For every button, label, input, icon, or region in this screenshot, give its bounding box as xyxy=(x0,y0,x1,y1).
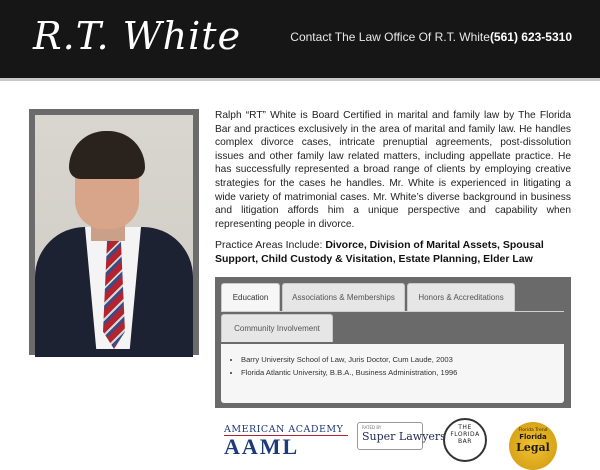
super-lawyers-badge[interactable] xyxy=(357,422,446,450)
tabs-container xyxy=(215,277,571,408)
florida-trend-badge-mid: Florida xyxy=(519,433,547,441)
super-lawyers-rated-by: RATED BY xyxy=(362,425,382,430)
florida-bar-seal-text: THE FLORIDA BAR xyxy=(450,424,480,445)
education-list xyxy=(231,353,554,379)
site-header xyxy=(0,0,600,78)
tab-education[interactable]: Education xyxy=(221,283,280,311)
attorney-photo-frame xyxy=(29,109,199,355)
florida-trend-legal-elite-badge[interactable] xyxy=(509,422,557,470)
tab-community-involvement[interactable]: Community Involvement xyxy=(221,314,333,342)
attorney-photo xyxy=(35,115,193,349)
tab-honors-accreditations[interactable]: Honors & Accreditations xyxy=(407,283,515,311)
practice-areas-list: Divorce, Division of Marital Assets, Spousal Support, Child Custody & Visitation, Estate Planning, Elder Law xyxy=(215,239,544,265)
education-item: • Barry University School of Law, Juris Doctor, Cum Laude, 2003 xyxy=(241,353,554,366)
contact-info xyxy=(290,30,572,44)
phone-link[interactable]: (561) 623-5310 xyxy=(489,30,572,44)
aaml-badge-title: AMERICAN ACADEMY xyxy=(224,424,348,436)
practice-areas xyxy=(215,238,571,266)
aaml-badge-acronym: AAML xyxy=(224,434,300,459)
tab-panel-education xyxy=(221,344,564,403)
tabs-divider xyxy=(221,311,564,312)
header-divider xyxy=(0,78,600,81)
aaml-badge[interactable] xyxy=(224,424,348,459)
super-lawyers-name: Super Lawyers xyxy=(362,430,446,443)
florida-trend-badge-big: Legal xyxy=(516,441,550,454)
tab-associations-memberships[interactable]: Associations & Memberships xyxy=(282,283,405,311)
practice-areas-label: Practice Areas Include: xyxy=(215,239,326,251)
florida-trend-badge-top: Florida Trend xyxy=(518,428,548,433)
florida-bar-seal[interactable] xyxy=(443,418,487,462)
site-logo[interactable]: R.T. White xyxy=(33,14,242,58)
contact-label: Contact The Law Office Of R.T. White xyxy=(290,30,490,44)
photo-hair xyxy=(69,131,145,179)
bio-paragraph: Ralph “RT” White is Board Certified in marital and family law by The Florida Bar and practices exclusively in the area of marital and family law. He handles complex divorce cases, intricate prenuptial agreements, post-dissolution issues and other family law related matters, including appellate practice. He has successfully represented a broad range of clients by employing creative strategies for the cases he handles. Mr. White is experienced in litigating a wide variety of matrimonial cases. Mr. White’s diverse background in business and litigation affords him a unique perspective and capability when representing people in divorce. xyxy=(215,110,571,230)
education-item: • Florida Atlantic University, B.B.A., Business Administration, 1996 xyxy=(241,366,554,379)
